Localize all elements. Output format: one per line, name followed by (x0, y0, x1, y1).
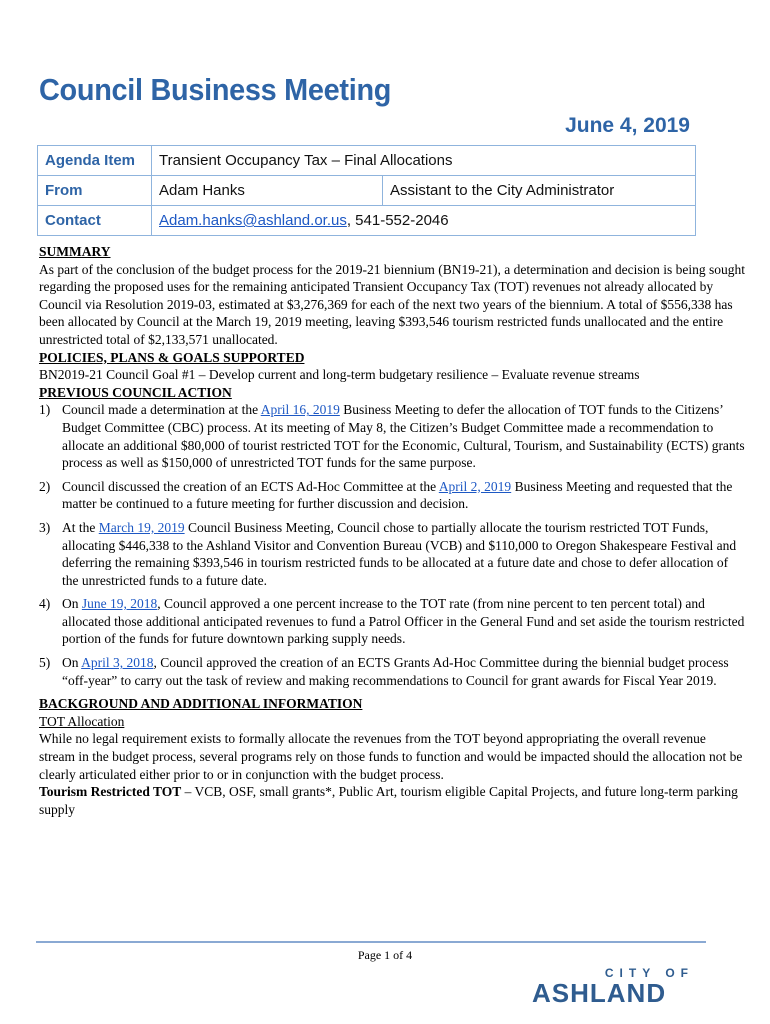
list-item (39, 519, 745, 589)
agenda-item-label: Agenda Item (38, 146, 152, 176)
previous-action-heading: PREVIOUS COUNCIL ACTION (39, 384, 232, 400)
list-text: Business Meeting to defer the allocation of TOT funds to the Citizens’ Budget Committee (CBC) process. At its meeting of May 8, the Citizen’s Budget Committee made a recommendation to allocate an additional $80,000 of tourist restricted TOT for the Economic, Cultural, Tourism, and Sustainability (ECTS) grants process as well as $150,000 of unrestricted TOT funds for the same purpose. (62, 402, 745, 471)
page-title: Council Business Meeting (39, 72, 392, 107)
city-of-ashland-logo (532, 966, 702, 1008)
from-label: From (38, 176, 152, 206)
list-number: 2) (39, 478, 51, 494)
list-text: , Council approved the creation of an ECTS Grants Ad-Hoc Committee during the biennial budget process “off-year” to carry out the task of review and making recommendations to Council for grant awards for Fiscal Year 2019. (62, 655, 729, 688)
from-name: Adam Hanks (152, 176, 383, 206)
tot-allocation-subheading: TOT Allocation (39, 713, 125, 729)
list-text: Business Meeting and requested that the matter be continued to a future meeting for further discussion and decision. (62, 478, 733, 512)
list-text: , Council approved a one percent increase to the TOT rate (from nine percent to ten percent total) and allocated those additional anticipated revenues to fund a Patrol Officer in the General Fund and set aside the tourism restricted portion of the funds for future downtown parking supply needs. (62, 596, 745, 647)
list-item (39, 595, 745, 648)
list-number: 3) (39, 519, 51, 535)
list-number: 4) (39, 596, 51, 612)
agenda-item-value: Transient Occupancy Tax – Final Allocations (152, 146, 696, 176)
contact-phone: , 541-552-2046 (346, 212, 449, 229)
meeting-date: June 4, 2019 (565, 114, 690, 137)
agenda-item-row (38, 146, 696, 176)
meeting-link[interactable]: April 16, 2019 (260, 402, 340, 418)
meeting-link[interactable]: April 2, 2019 (438, 478, 512, 494)
footer-divider (36, 941, 706, 943)
meeting-link[interactable]: June 19, 2018 (81, 596, 158, 612)
contact-label: Contact (38, 206, 152, 236)
policies-text: BN2019-21 Council Goal #1 – Develop current and long-term budgetary resilience – Evaluate revenue streams (39, 367, 640, 383)
meeting-link[interactable]: March 19, 2019 (98, 519, 185, 535)
from-row (38, 176, 696, 206)
tourism-restricted-paragraph (39, 783, 745, 818)
list-number: 5) (39, 655, 51, 671)
contact-value (152, 206, 696, 236)
list-item (39, 401, 745, 471)
background-text: While no legal requirement exists to formally allocate the revenues from the TOT beyond appropriating the overall revenue stream in the budget process, several programs rely on those funds to function and would be impacted should the allocation not be clearly articulated either prior to or in conjunction with the budget process. (39, 731, 743, 782)
previous-action-list (39, 401, 745, 689)
background-heading: BACKGROUND AND ADDITIONAL INFORMATION (39, 696, 363, 712)
list-text: Council made a determination at the (62, 402, 261, 418)
agenda-info-table (37, 145, 696, 236)
list-item (39, 654, 745, 689)
list-text: At the (62, 519, 99, 535)
tourism-restricted-text: – VCB, OSF, small grants*, Public Art, tourism eligible Capital Projects, and future long-term parking supply (39, 784, 738, 817)
tourism-restricted-label: Tourism Restricted TOT (39, 784, 182, 800)
contact-email-link[interactable]: Adam.hanks@ashland.or.us (159, 212, 347, 229)
list-text: Council discussed the creation of an ECTS Ad-Hoc Committee at the (62, 478, 439, 494)
summary-heading: SUMMARY (39, 244, 111, 259)
list-text: On (62, 655, 82, 671)
meeting-link[interactable]: April 3, 2018 (81, 655, 154, 671)
list-item (39, 478, 745, 513)
document-body (39, 243, 745, 818)
from-title: Assistant to the City Administrator (383, 176, 696, 206)
policies-heading: POLICIES, PLANS & GOALS SUPPORTED (39, 349, 305, 365)
logo-top-text: CITY OF (604, 966, 694, 980)
list-text: Council Business Meeting, Council chose to partially allocate the tourism restricted TOT Funds, allocating $446,338 to the Ashland Visitor and Convention Bureau (VCB) and $110,000 to Oregon Shakespeare Festival and deferring the remaining $393,546 in tourism restricted funds to be allocated at a future date and chose to defer allocation of the unrestricted funds to a future date. (62, 519, 737, 588)
summary-text: As part of the conclusion of the budget process for the 2019-21 biennium (BN19-21), a determination and decision is being sought regarding the proposed uses for the remaining anticipated Transient Occupancy Tax (TOT) revenues not already allocated by Council via Resolution 2019-03, estimated at $3,276,369 for each of the next two years of the biennium. A total of $556,338 has been allocated by Council at the March 19, 2019 meeting, leaving $393,546 tourism restricted funds unallocated and the entire unrestricted total of $2,133,571 unallocated. (39, 261, 745, 347)
logo-main-text: ASHLAND (532, 978, 667, 1008)
list-text: On (62, 596, 82, 612)
contact-row (38, 206, 696, 236)
list-number: 1) (39, 402, 51, 418)
page-number: Page 1 of 4 (357, 948, 413, 962)
